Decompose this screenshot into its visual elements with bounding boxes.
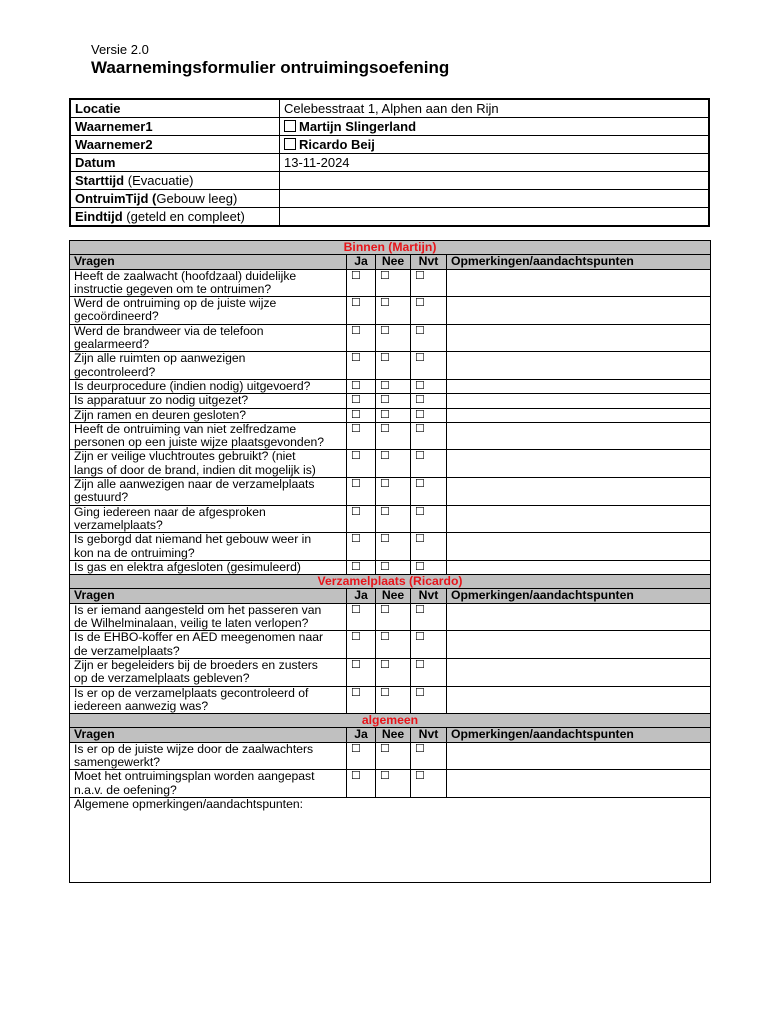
checkbox-nee[interactable]: ☐ [376, 379, 411, 393]
field-waarnemer1[interactable] [280, 118, 710, 136]
column-header-row [70, 589, 711, 603]
col-nvt: Nvt [411, 728, 447, 742]
row-locatie [70, 99, 709, 118]
checkbox-nvt[interactable]: ☐ [411, 770, 447, 798]
question-line: langs of door de brand, indien dit mogelijk is) [74, 462, 316, 477]
checkbox-ja[interactable]: ☐ [347, 658, 376, 686]
question-line: de verzamelplaats? [74, 643, 180, 658]
remarks-cell[interactable] [447, 324, 711, 352]
checkbox-nee[interactable]: ☐ [376, 505, 411, 533]
general-remarks-row [70, 797, 711, 882]
question-row [70, 631, 711, 659]
question-row [70, 686, 711, 714]
question-line: iedereen aanwezig was? [74, 698, 209, 713]
question-text [70, 478, 347, 506]
checkbox-nee[interactable]: ☐ [376, 603, 411, 631]
checkbox-ja[interactable]: ☐ [347, 686, 376, 714]
question-line: Is er op de juiste wijze door de zaalwachters [74, 742, 314, 756]
checkbox-ja[interactable]: ☐ [347, 324, 376, 352]
question-text [70, 379, 347, 393]
question-line: verzamelplaats? [74, 517, 163, 532]
field-locatie[interactable]: Celebesstraat 1, Alphen aan den Rijn [280, 99, 710, 118]
remarks-cell[interactable] [447, 352, 711, 380]
checkbox-nvt[interactable]: ☐ [411, 533, 447, 561]
checkbox-nvt[interactable]: ☐ [411, 394, 447, 408]
checkbox-nvt[interactable]: ☐ [411, 379, 447, 393]
questions-table [69, 240, 711, 883]
question-text [70, 352, 347, 380]
label-locatie: Locatie [70, 99, 280, 118]
question-text [70, 422, 347, 450]
checkbox-nee[interactable]: ☐ [376, 686, 411, 714]
col-opmerkingen: Opmerkingen/aandachtspunten [447, 728, 711, 742]
question-text [70, 560, 347, 574]
question-text [70, 686, 347, 714]
row-eindtijd [70, 208, 709, 227]
label-eindtijd [70, 208, 280, 227]
checkbox-ja[interactable]: ☐ [347, 631, 376, 659]
question-line: instructie gegeven om te ontruimen? [74, 281, 272, 296]
form-title: Waarnemingsformulier ontruimingsoefening [91, 58, 450, 77]
checkbox-ja[interactable]: ☐ [347, 394, 376, 408]
question-line: Werd de brandweer via de telefoon [74, 324, 264, 338]
question-line: Moet het ontruimingsplan worden aangepast [74, 769, 315, 784]
remarks-cell[interactable] [447, 297, 711, 325]
col-nee: Nee [376, 589, 411, 603]
question-text [70, 742, 347, 770]
question-line: Zijn er begeleiders bij de broeders en zusters [74, 658, 318, 672]
checkbox-ja[interactable]: ☐ [347, 408, 376, 422]
checkbox-icon[interactable] [284, 120, 296, 132]
checkbox-nvt[interactable]: ☐ [411, 686, 447, 714]
waarnemer1-name: Martijn Slingerland [299, 119, 417, 134]
row-datum [70, 154, 709, 172]
col-ja: Ja [347, 589, 376, 603]
question-row [70, 603, 711, 631]
column-header-row [70, 728, 711, 742]
question-text [70, 770, 347, 798]
section-title: Binnen (Martijn) [70, 241, 711, 255]
remarks-cell[interactable] [447, 269, 711, 297]
section-title: Verzamelplaats (Ricardo) [70, 575, 711, 589]
remarks-cell[interactable] [447, 658, 711, 686]
eindtijd-label-bold: Eindtijd [75, 209, 123, 224]
row-starttijd [70, 172, 709, 190]
question-line: gecontroleerd? [74, 364, 156, 379]
question-line: Is de EHBO-koffer en AED meegenomen naar [74, 630, 324, 645]
checkbox-nee[interactable]: ☐ [376, 324, 411, 352]
question-text [70, 324, 347, 352]
remarks-cell[interactable] [447, 560, 711, 574]
question-row [70, 478, 711, 506]
section-header-verzamel [70, 575, 711, 589]
col-vragen: Vragen [70, 255, 347, 269]
checkbox-nee[interactable]: ☐ [376, 742, 411, 770]
row-ontruimtijd [70, 190, 709, 208]
col-ja: Ja [347, 728, 376, 742]
starttijd-label-sub: (Evacuatie) [127, 173, 194, 188]
question-row [70, 324, 711, 352]
question-line: Heeft de zaalwacht (hoofdzaal) duidelijke [74, 269, 297, 283]
field-datum[interactable]: 13-11-2024 [280, 154, 710, 172]
question-line: personen op een juiste wijze plaatsgevonden? [74, 435, 325, 450]
checkbox-ja[interactable]: ☐ [347, 770, 376, 798]
checkbox-icon[interactable] [284, 138, 296, 150]
checkbox-nee[interactable]: ☐ [376, 269, 411, 297]
field-ontruimtijd[interactable] [280, 190, 710, 208]
checkbox-nvt[interactable]: ☐ [411, 422, 447, 450]
question-line: samengewerkt? [74, 754, 161, 769]
question-line: Is geborgd dat niemand het gebouw weer in [74, 532, 312, 547]
checkbox-ja[interactable]: ☐ [347, 603, 376, 631]
question-row [70, 658, 711, 686]
question-row [70, 742, 711, 770]
checkbox-nvt[interactable]: ☐ [411, 505, 447, 533]
row-waarnemer1 [70, 118, 709, 136]
col-nvt: Nvt [411, 589, 447, 603]
remarks-cell[interactable] [447, 379, 711, 393]
ontruimtijd-label-sub: Gebouw leeg) [156, 191, 238, 206]
checkbox-nee[interactable]: ☐ [376, 533, 411, 561]
checkbox-ja[interactable]: ☐ [347, 352, 376, 380]
question-text [70, 505, 347, 533]
version-label: Versie 2.0 [91, 42, 149, 57]
question-text [70, 297, 347, 325]
checkbox-ja[interactable]: ☐ [347, 297, 376, 325]
question-row [70, 352, 711, 380]
question-line: n.a.v. de oefening? [74, 782, 177, 797]
question-line: Zijn alle ruimten op aanwezigen [74, 351, 246, 366]
checkbox-nee[interactable]: ☐ [376, 352, 411, 380]
question-line: Is deurprocedure (indien nodig) uitgevoerd? [74, 379, 311, 393]
field-starttijd[interactable] [280, 172, 710, 190]
question-line: Werd de ontruiming op de juiste wijze [74, 296, 277, 311]
question-row [70, 533, 711, 561]
question-line: Heeft de ontruiming van niet zelfredzame [74, 422, 297, 436]
col-nvt: Nvt [411, 255, 447, 269]
label-datum: Datum [70, 154, 280, 172]
remarks-cell[interactable] [447, 631, 711, 659]
column-header-row [70, 255, 711, 269]
remarks-cell[interactable] [447, 533, 711, 561]
col-nee: Nee [376, 255, 411, 269]
question-row [70, 770, 711, 798]
remarks-cell[interactable] [447, 770, 711, 798]
checkbox-ja[interactable]: ☐ [347, 533, 376, 561]
question-line: Is gas en elektra afgesloten (gesimuleerd) [74, 560, 301, 574]
checkbox-ja[interactable]: ☐ [347, 478, 376, 506]
col-opmerkingen: Opmerkingen/aandachtspunten [447, 589, 711, 603]
question-text [70, 603, 347, 631]
question-line: op de verzamelplaats gebleven? [74, 671, 250, 686]
remarks-cell[interactable] [447, 408, 711, 422]
label-waarnemer1: Waarnemer1 [70, 118, 280, 136]
starttijd-label-bold: Starttijd [75, 173, 125, 188]
checkbox-nee[interactable]: ☐ [376, 478, 411, 506]
checkbox-nee[interactable]: ☐ [376, 408, 411, 422]
field-eindtijd[interactable] [280, 208, 710, 227]
checkbox-nvt[interactable]: ☐ [411, 478, 447, 506]
question-line: gealarmeerd? [74, 337, 150, 352]
question-line: Is er op de verzamelplaats gecontroleerd of [74, 686, 309, 700]
question-line: de Wilhelminalaan, veilig te laten verlopen? [74, 616, 309, 631]
checkbox-nvt[interactable]: ☐ [411, 450, 447, 478]
question-line: gecoördineerd? [74, 309, 159, 324]
question-text [70, 631, 347, 659]
question-text [70, 450, 347, 478]
col-nee: Nee [376, 728, 411, 742]
question-line: gestuurd? [74, 490, 129, 505]
question-row [70, 394, 711, 408]
remarks-cell[interactable] [447, 422, 711, 450]
col-vragen: Vragen [70, 589, 347, 603]
checkbox-nee[interactable]: ☐ [376, 422, 411, 450]
label-starttijd [70, 172, 280, 190]
checkbox-ja[interactable]: ☐ [347, 422, 376, 450]
section-title: algemeen [70, 714, 711, 728]
question-row [70, 450, 711, 478]
checkbox-nee[interactable]: ☐ [376, 297, 411, 325]
question-text [70, 394, 347, 408]
info-table [69, 98, 710, 227]
checkbox-nee[interactable]: ☐ [376, 631, 411, 659]
question-text [70, 658, 347, 686]
general-remarks-field[interactable]: Algemene opmerkingen/aandachtspunten: [70, 797, 711, 882]
question-row [70, 505, 711, 533]
remarks-cell[interactable] [447, 450, 711, 478]
checkbox-nvt[interactable]: ☐ [411, 408, 447, 422]
checkbox-nvt[interactable]: ☐ [411, 324, 447, 352]
label-waarnemer2: Waarnemer2 [70, 136, 280, 154]
checkbox-nvt[interactable]: ☐ [411, 631, 447, 659]
question-line: Zijn ramen en deuren gesloten? [74, 408, 247, 422]
question-row [70, 422, 711, 450]
ontruimtijd-label-bold: OntruimTijd ( [75, 191, 157, 206]
question-text [70, 269, 347, 297]
question-row [70, 379, 711, 393]
checkbox-ja[interactable]: ☐ [347, 560, 376, 574]
checkbox-nee[interactable]: ☐ [376, 394, 411, 408]
col-opmerkingen: Opmerkingen/aandachtspunten [447, 255, 711, 269]
question-line: Zijn alle aanwezigen naar de verzamelplaats [74, 477, 315, 492]
question-text [70, 533, 347, 561]
label-ontruimtijd [70, 190, 280, 208]
waarnemer2-name: Ricardo Beij [299, 137, 375, 152]
checkbox-ja[interactable]: ☐ [347, 379, 376, 393]
question-line: Zijn er veilige vluchtroutes gebruikt? (niet [74, 449, 296, 464]
remarks-cell[interactable] [447, 394, 711, 408]
eindtijd-label-sub: (geteld en compleet) [126, 209, 245, 224]
col-vragen: Vragen [70, 728, 347, 742]
checkbox-nvt[interactable]: ☐ [411, 603, 447, 631]
question-text [70, 408, 347, 422]
question-row [70, 560, 711, 574]
checkbox-nvt[interactable]: ☐ [411, 297, 447, 325]
question-row [70, 269, 711, 297]
checkbox-nee[interactable]: ☐ [376, 450, 411, 478]
question-line: Ging iedereen naar de afgesproken [74, 505, 266, 519]
section-header-algemeen [70, 714, 711, 728]
question-line: Is er iemand aangesteld om het passeren van [74, 603, 322, 617]
remarks-cell[interactable] [447, 686, 711, 714]
checkbox-nvt[interactable]: ☐ [411, 269, 447, 297]
checkbox-nee[interactable]: ☐ [376, 658, 411, 686]
remarks-cell[interactable] [447, 505, 711, 533]
checkbox-ja[interactable]: ☐ [347, 505, 376, 533]
row-waarnemer2 [70, 136, 709, 154]
questions-body [70, 241, 711, 883]
remarks-cell[interactable] [447, 603, 711, 631]
checkbox-nee[interactable]: ☐ [376, 770, 411, 798]
checkbox-nvt[interactable]: ☐ [411, 560, 447, 574]
section-header-binnen [70, 241, 711, 255]
col-ja: Ja [347, 255, 376, 269]
field-waarnemer2[interactable] [280, 136, 710, 154]
checkbox-ja[interactable]: ☐ [347, 450, 376, 478]
remarks-cell[interactable] [447, 742, 711, 770]
question-row [70, 297, 711, 325]
checkbox-nvt[interactable]: ☐ [411, 352, 447, 380]
remarks-cell[interactable] [447, 478, 711, 506]
question-row [70, 408, 711, 422]
checkbox-nvt[interactable]: ☐ [411, 658, 447, 686]
question-line: Is apparatuur zo nodig uitgezet? [74, 393, 249, 408]
checkbox-ja[interactable]: ☐ [347, 742, 376, 770]
checkbox-nvt[interactable]: ☐ [411, 742, 447, 770]
checkbox-ja[interactable]: ☐ [347, 269, 376, 297]
question-line: kon na de ontruiming? [74, 545, 195, 560]
checkbox-nee[interactable]: ☐ [376, 560, 411, 574]
